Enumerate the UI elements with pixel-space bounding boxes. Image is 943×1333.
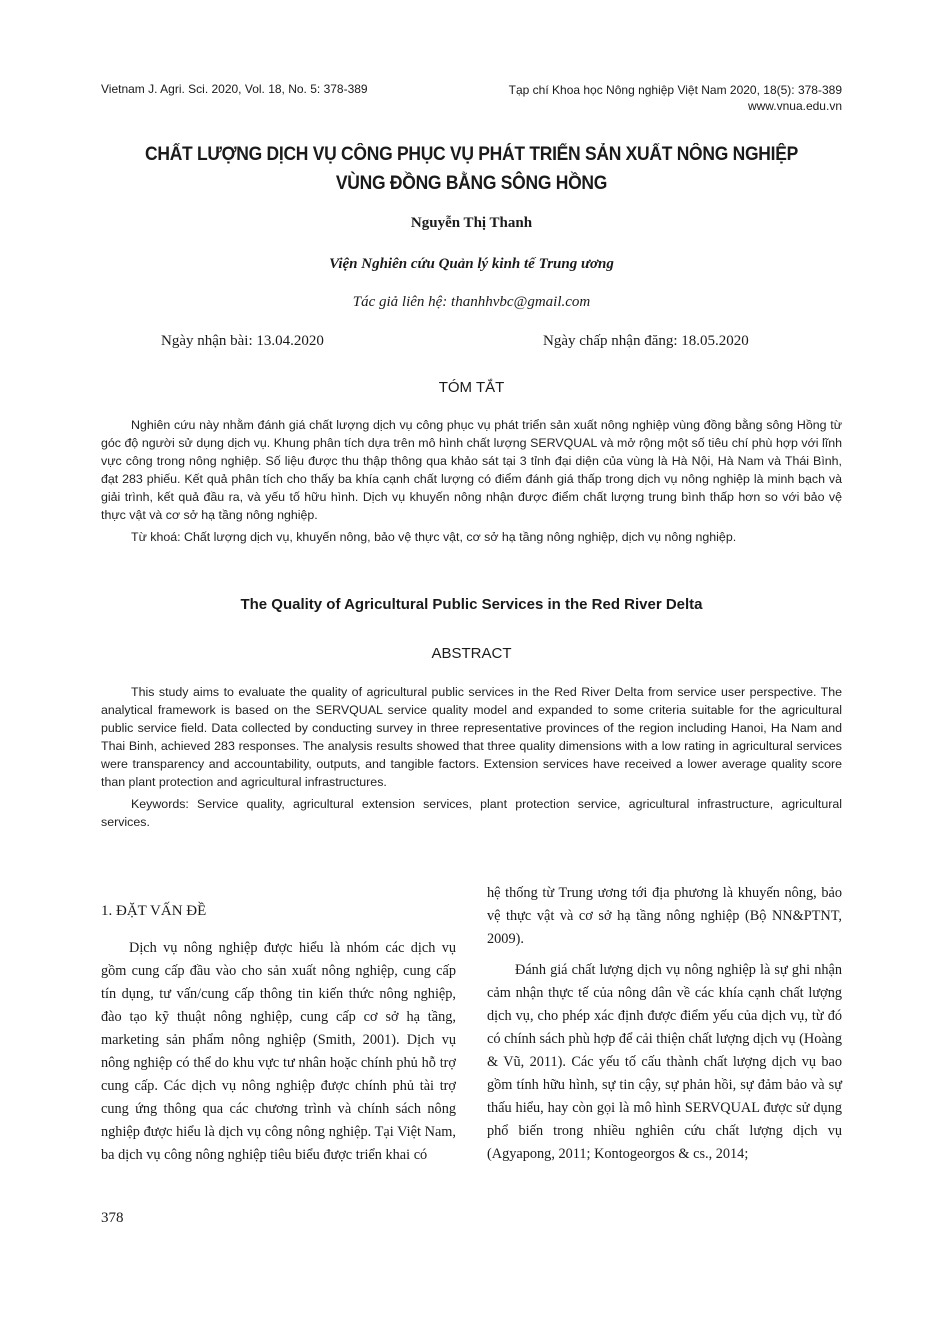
paper-title-line2: VÙNG ĐỒNG BẰNG SÔNG HỒNG: [335, 173, 608, 194]
vi-abstract-body: Nghiên cứu này nhằm đánh giá chất lượng dịch vụ công phục vụ phát triển sản xuất nông nghiệp vùng đồng bằng sông Hồng từ góc độ người sử dụng dịch vụ. Khung phân tích dựa trên mô hình chất lượng SERVQUAL và mở rộng một số tiêu chí phù hợp với lĩnh vực công trong nông nghiệp. Số liệu được thu thập thông qua khảo sát tại 3 tỉnh đại diện của vùng là Hà Nội, Hà Nam và Thái Bình, đạt 283 phiếu. Kết quả phân tích cho thấy ba khía cạnh chất lượng có điểm đánh giá thấp trong dịch vụ nông nghiệp là minh bạch và giải trình, kết quả đầu ra, và yếu tố hữu hình. Dịch vụ khuyến nông nhận được điểm chất lượng trung bình thấp hơn so với bảo vệ thực vật và cơ sở hạ tầng nông nghiệp.: [101, 418, 842, 522]
right-column: [487, 882, 842, 1166]
accepted-date: Ngày chấp nhận đăng: 18.05.2020: [543, 333, 749, 349]
journal-website: www.vnua.edu.vn: [747, 99, 842, 113]
en-keywords: Keywords: Service quality, agricultural extension services, plant protection service, agricultural infrastructure, agricultural services.: [101, 797, 842, 829]
paper-title: [130, 140, 814, 198]
journal-citation-vi: [509, 82, 842, 114]
paper-title-line1: CHẤT LƯỢNG DỊCH VỤ CÔNG PHỤC VỤ PHÁT TRIỂN SẢN XUẤT NÔNG NGHIỆP: [145, 144, 798, 165]
section-heading: 1. ĐẶT VẤN ĐỀ: [101, 903, 207, 919]
english-title: The Quality of Agricultural Public Services in the Red River Delta: [240, 596, 703, 613]
en-abstract: [101, 683, 842, 831]
author-name: Nguyễn Thị Thanh: [410, 215, 533, 231]
vi-abstract-heading: TÓM TẮT: [438, 379, 505, 396]
received-date: Ngày nhận bài: 13.04.2020: [161, 333, 324, 349]
vi-keywords: Từ khoá: Chất lượng dịch vụ, khuyến nông, bảo vệ thực vật, cơ sở hạ tầng nông nghiệp, dịch vụ nông nghiệp.: [131, 530, 737, 544]
left-column: [101, 900, 456, 1167]
en-abstract-body: This study aims to evaluate the quality of agricultural public services in the Red River Delta from service user perspective. The analytical framework is based on the SERVQUAL service quality model and expanded to some criteria suitable for the agricultural public service field. Data collected by conducting survey in three representative provinces of the region including Hanoi, Ha Nam and Thai Binh, achieved 283 responses. The analysis results showed that three quality dimensions with a low rating in agricultural services were transparency and accountability, outputs, and tangible factors. Extension services have received a lower average quality score than plant protection and agricultural infrastructures.: [101, 685, 842, 789]
author-affiliation: Viện Nghiên cứu Quản lý kinh tế Trung ương: [329, 256, 614, 272]
journal-citation-en: Vietnam J. Agri. Sci. 2020, Vol. 18, No. 5: 378-389: [101, 82, 368, 96]
en-abstract-heading: ABSTRACT: [431, 645, 512, 662]
author-contact: Tác giả liên hệ: thanhhvbc@gmail.com: [352, 294, 591, 310]
journal-citation-vi-line: Tạp chí Khoa học Nông nghiệp Việt Nam 2020, 18(5): 378-389: [508, 83, 842, 97]
vi-abstract: [101, 416, 842, 546]
intro-paragraph-1: Dịch vụ nông nghiệp được hiểu là nhóm các dịch vụ gồm cung cấp đầu vào cho sản xuất nông nghiệp, cung cấp tín dụng, tư vấn/cung cấp thông tin kiến thức nông nghiệp, đào tạo kỹ thuật nông nghiệp, cung cấp cơ sở hạ tầng, marketing sản phẩm nông nghiệp (Smith, 2001). Dịch vụ nông nghiệp có thể do khu vực tư nhân hoặc chính phủ hỗ trợ cung cấp. Các dịch vụ nông nghiệp được chính phủ tài trợ cung ứng thông qua các chương trình và chính sách nông nghiệp được hiểu là dịch vụ công nông nghiệp. Tại Việt Nam, ba dịch vụ công nông nghiệp tiêu biểu được triển khai có: [101, 940, 456, 1163]
intro-paragraph-1-continued: hệ thống từ Trung ương tới địa phương là khuyến nông, bảo vệ thực vật và cơ sở hạ tầng nông nghiệp (Bộ NN&PTNT, 2009).: [487, 885, 842, 947]
intro-paragraph-2: Đánh giá chất lượng dịch vụ nông nghiệp là sự ghi nhận cảm nhận thực tế của nông dân về các khía cạnh chất lượng dịch vụ, cho phép xác định được điểm yếu của dịch vụ, từ đó có chính sách phù hợp để cải thiện chất lượng dịch vụ (Hoàng & Vũ, 2011). Các yếu tố cấu thành chất lượng dịch vụ bao gồm tính hữu hình, sự tin cậy, sự phản hồi, sự đảm bảo và sự thấu hiểu, hay còn gọi là mô hình SERVQUAL được sử dụng phổ biến trong nhiều nghiên cứu chất lượng dịch vụ (Agyapong, 2011; Kontogeorgos & cs., 2014;: [487, 962, 842, 1162]
page-number: 378: [101, 1210, 124, 1226]
